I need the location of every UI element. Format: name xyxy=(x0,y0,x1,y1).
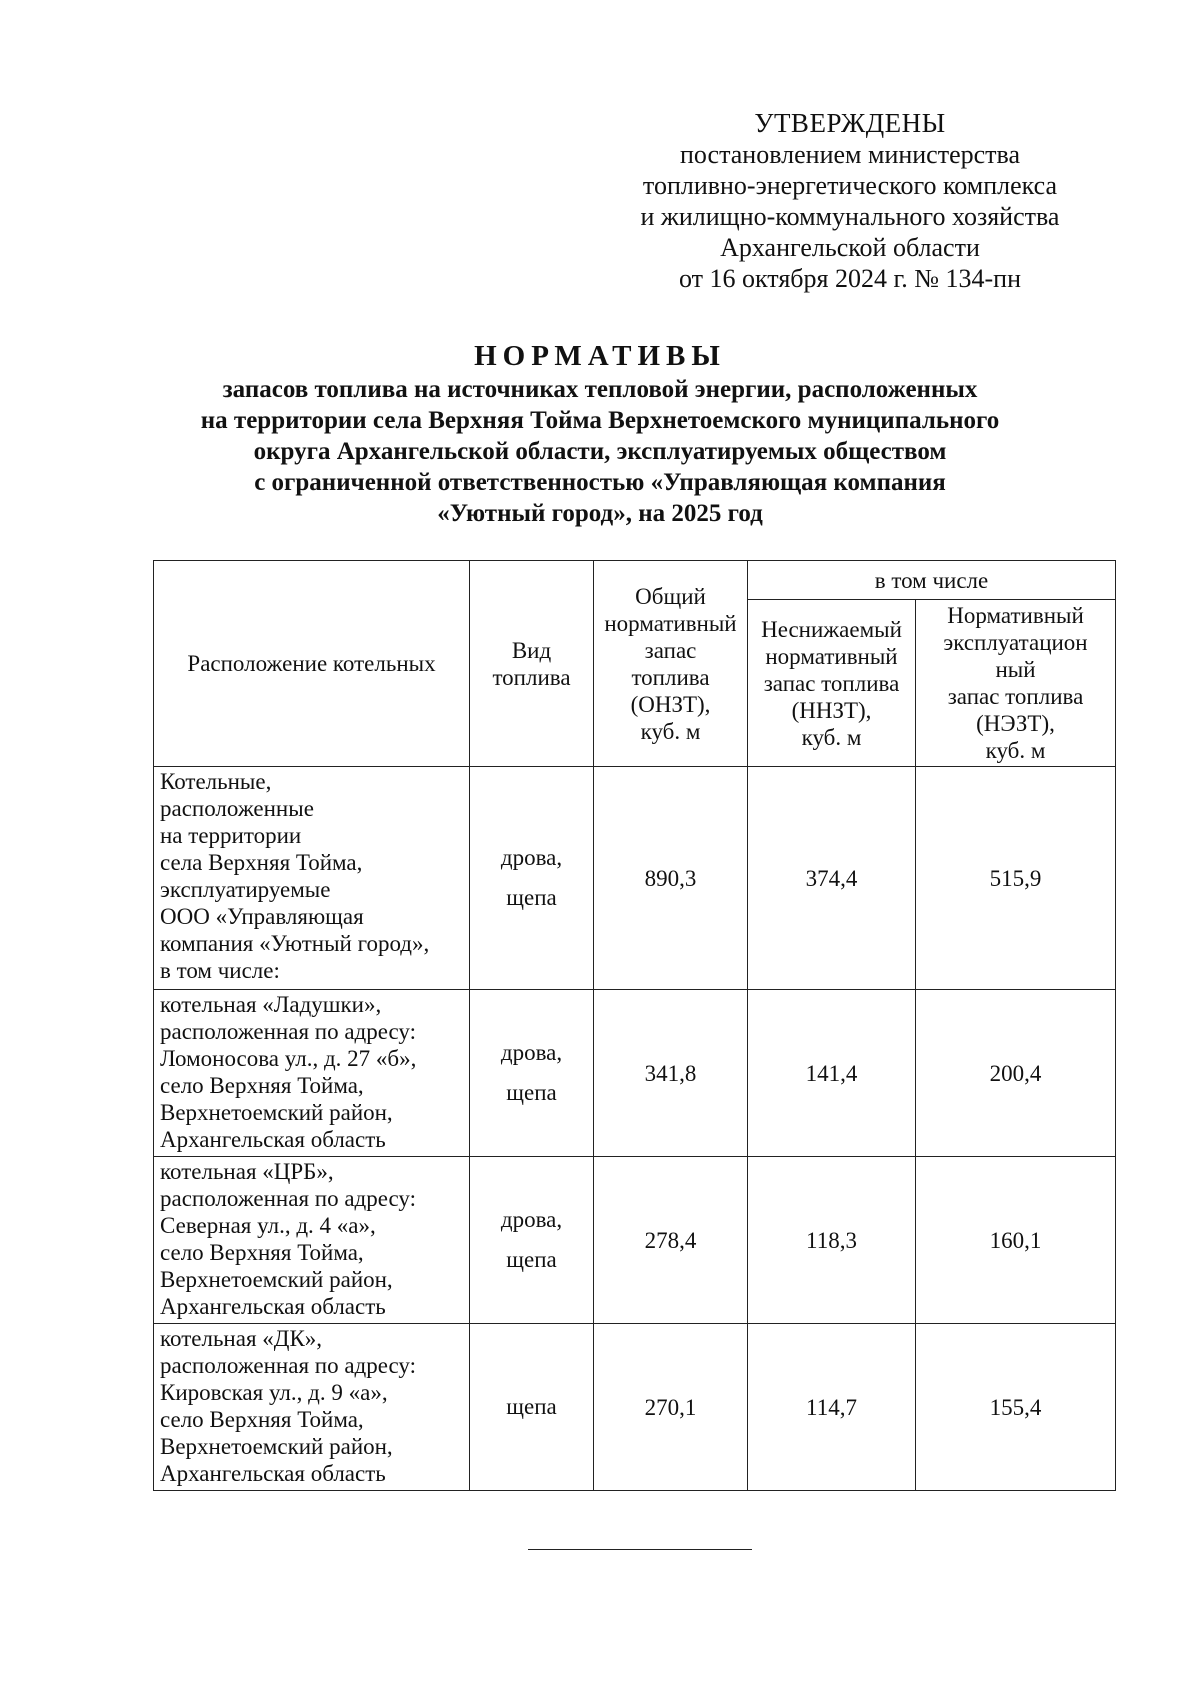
cell-nezt: 160,1 xyxy=(916,1157,1116,1324)
cell-location: Котельные, расположенные на территории села Верхняя Тойма, эксплуатируемые ООО «Управляющая компания «Уютный город», в том числе: xyxy=(154,767,470,990)
cell-total: 341,8 xyxy=(594,990,748,1157)
header-location: Расположение котельных xyxy=(154,561,470,767)
table-row xyxy=(154,1157,1116,1324)
cell-nezt: 200,4 xyxy=(916,990,1116,1157)
cell-nnzt: 118,3 xyxy=(748,1157,916,1324)
title-heading: НОРМАТИВЫ xyxy=(474,340,726,372)
table-row xyxy=(154,767,1116,990)
title-line: запасов топлива на источниках тепловой энергии, расположенных xyxy=(222,376,978,403)
cell-total: 270,1 xyxy=(594,1324,748,1491)
title-line: «Уютный город», на 2025 год xyxy=(437,500,763,527)
cell-nezt: 515,9 xyxy=(916,767,1116,990)
document-title xyxy=(100,338,1100,529)
cell-fuel-type: дрова, щепа xyxy=(470,1157,594,1324)
approval-line: и жилищно-коммунального хозяйства xyxy=(640,202,1060,231)
cell-fuel-type: щепа xyxy=(470,1324,594,1491)
cell-nezt: 155,4 xyxy=(916,1324,1116,1491)
cell-total: 278,4 xyxy=(594,1157,748,1324)
cell-fuel-type: дрова, щепа xyxy=(470,767,594,990)
header-nnzt: Неснижаемый нормативный запас топлива (ННЗТ), куб. м xyxy=(748,600,916,767)
header-nezt: Нормативный эксплуатацион ный запас топлива (НЭЗТ), куб. м xyxy=(916,600,1116,767)
title-line: на территории села Верхняя Тойма Верхнетоемского муниципального xyxy=(200,407,1000,434)
approval-line: Архангельской области xyxy=(720,233,980,262)
header-fuel-type: Вид топлива xyxy=(470,561,594,767)
cell-nnzt: 374,4 xyxy=(748,767,916,990)
cell-nnzt: 114,7 xyxy=(748,1324,916,1491)
table-row xyxy=(154,990,1116,1157)
header-including: в том числе xyxy=(748,561,1116,600)
approval-date-number: от 16 октября 2024 г. № 134-пн xyxy=(679,264,1021,293)
cell-nnzt: 141,4 xyxy=(748,990,916,1157)
header-total-reserve: Общий нормативный запас топлива (ОНЗТ), куб. м xyxy=(594,561,748,767)
approval-block xyxy=(600,108,1100,294)
cell-total: 890,3 xyxy=(594,767,748,990)
table-header-row xyxy=(154,561,1116,600)
closing-underline xyxy=(528,1549,752,1550)
fuel-norms-table xyxy=(153,560,1116,1491)
cell-fuel-type: дрова, щепа xyxy=(470,990,594,1157)
approval-line: топливно-энергетического комплекса xyxy=(642,171,1058,200)
table-row xyxy=(154,1324,1116,1491)
title-line: с ограниченной ответственностью «Управляющая компания xyxy=(254,469,946,496)
cell-location: котельная «Ладушки», расположенная по адресу: Ломоносова ул., д. 27 «б», село Верхняя Тойма, Верхнетоемский район, Архангельская область xyxy=(154,990,470,1157)
approval-line: постановлением министерства xyxy=(679,140,1021,169)
cell-location: котельная «ДК», расположенная по адресу: Кировская ул., д. 9 «а», село Верхняя Тойма, Верхнетоемский район, Архангельская область xyxy=(154,1324,470,1491)
approved-label: УТВЕРЖДЕНЫ xyxy=(754,108,946,138)
title-line: округа Архангельской области, эксплуатируемых обществом xyxy=(253,438,947,465)
cell-location: котельная «ЦРБ», расположенная по адресу: Северная ул., д. 4 «а», село Верхняя Тойма, Верхнетоемский район, Архангельская область xyxy=(154,1157,470,1324)
